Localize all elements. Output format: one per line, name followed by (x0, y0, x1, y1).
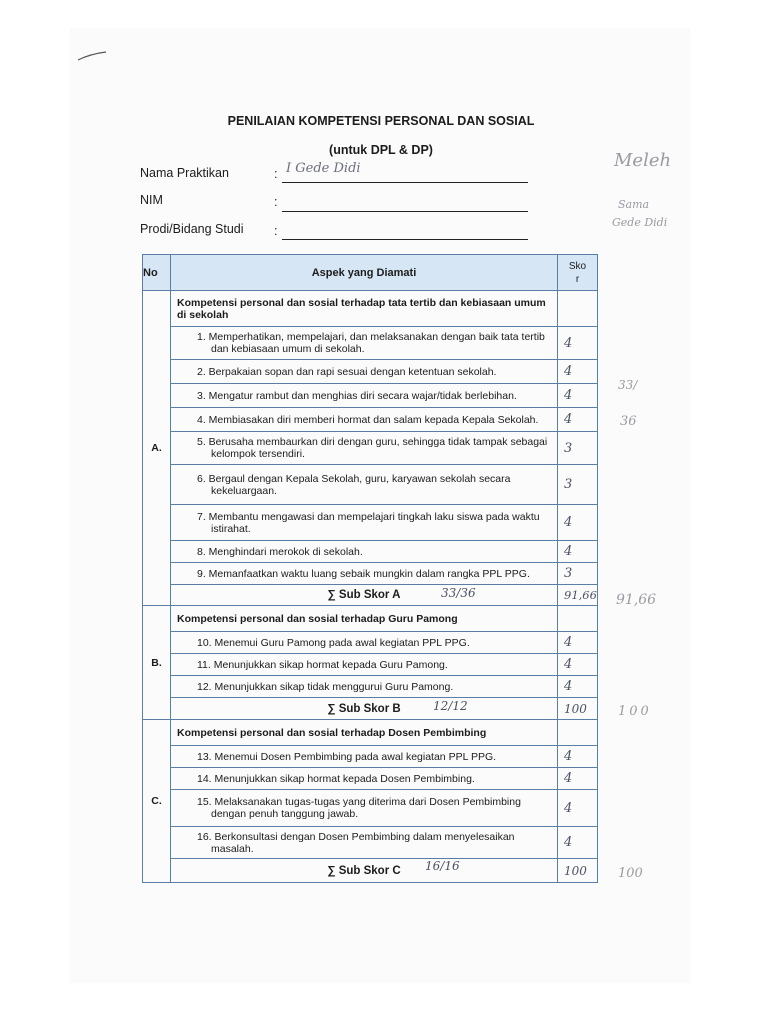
table-row (143, 465, 598, 505)
margin-note: 91,66 (616, 592, 657, 608)
margin-note: 36 (620, 414, 637, 429)
table-row (143, 676, 598, 698)
section-c-heading-score (558, 720, 598, 746)
table-row (143, 327, 598, 360)
table-row (143, 768, 598, 790)
item-score[interactable]: 4 (558, 541, 598, 563)
item-text: 8. Menghindari merokok di sekolah. (171, 541, 558, 563)
table-row (143, 384, 598, 408)
subtotal-cell-b (171, 698, 558, 720)
section-a-heading-score (558, 291, 598, 327)
section-b-heading: Kompetensi personal dan sosial terhadap Guru Pamong (171, 606, 558, 632)
assessment-table (142, 254, 598, 883)
item-text: 6. Bergaul dengan Kepala Sekolah, guru, karyawan sekolah secara kekeluargaan. (171, 465, 558, 505)
item-score[interactable]: 4 (558, 408, 598, 432)
section-a-heading: Kompetensi personal dan sosial terhadap tata tertib dan kebiasaan umum di sekolah (171, 291, 558, 327)
margin-note: Gede Didi (612, 216, 668, 229)
margin-note: 100 (618, 704, 652, 719)
item-score[interactable]: 4 (558, 327, 598, 360)
item-score[interactable]: 4 (558, 505, 598, 541)
subtotal-label-a: ∑ Sub Skor A (327, 589, 401, 601)
item-text: 13. Menemui Dosen Pembimbing pada awal kegiatan PPL PPG. (171, 746, 558, 768)
table-row (143, 541, 598, 563)
subtotal-fraction-c: 16/16 (425, 859, 460, 873)
item-score[interactable]: 4 (558, 768, 598, 790)
header-skor: Sko r (558, 255, 598, 291)
margin-note: 33/ (618, 378, 638, 392)
subtotal-score-b[interactable]: 100 (558, 698, 598, 720)
subtotal-fraction-b: 12/12 (433, 699, 468, 713)
table-row (143, 654, 598, 676)
section-c-heading-row (143, 720, 598, 746)
item-score[interactable]: 4 (558, 632, 598, 654)
table-row (143, 432, 598, 465)
header-no: No (143, 255, 171, 291)
item-text: 3. Mengatur rambut dan menghias diri secara wajar/tidak berlebihan. (171, 384, 558, 408)
subtotal-label-c: ∑ Sub Skor C (327, 864, 401, 877)
item-score[interactable]: 4 (558, 746, 598, 768)
item-text: 16. Berkonsultasi dengan Dosen Pembimbing dalam menyelesaikan masalah. (171, 827, 558, 859)
margin-note: Meleh (614, 150, 672, 171)
table-row (143, 408, 598, 432)
item-text: 14. Menunjukkan sikap hormat kepada Dosen Pembimbing. (171, 768, 558, 790)
subtotal-row-c (143, 859, 598, 883)
field-label-prodi: Prodi/Bidang Studi (140, 222, 244, 236)
section-b-heading-row (143, 606, 598, 632)
item-text: 11. Menunjukkan sikap hormat kepada Guru Pamong. (171, 654, 558, 676)
table-row (143, 790, 598, 827)
item-text: 2. Berpakaian sopan dan rapi sesuai dengan ketentuan sekolah. (171, 360, 558, 384)
table-row (143, 505, 598, 541)
item-score[interactable]: 3 (558, 432, 598, 465)
subtotal-cell-a (171, 585, 558, 606)
table-row (143, 746, 598, 768)
item-text: 12. Menunjukkan sikap tidak menggurui Guru Pamong. (171, 676, 558, 698)
subtotal-row-b (143, 698, 598, 720)
item-text: 7. Membantu mengawasi dan mempelajari tingkah laku siswa pada waktu istirahat. (171, 505, 558, 541)
item-text: 15. Melaksanakan tugas-tugas yang diterima dari Dosen Pembimbing dengan penuh tanggung jawab. (171, 790, 558, 827)
field-line-nama[interactable] (282, 182, 528, 183)
margin-note: Sama (618, 198, 650, 211)
field-line-prodi[interactable] (282, 239, 528, 240)
subtotal-fraction-a: 33/36 (441, 586, 476, 600)
item-text: 10. Menemui Guru Pamong pada awal kegiatan PPL PPG. (171, 632, 558, 654)
document-title: PENILAIAN KOMPETENSI PERSONAL DAN SOSIAL (227, 114, 535, 128)
section-c-number: C. (143, 720, 171, 883)
item-text: 9. Memanfaatkan waktu luang sebaik mungkin dalam rangka PPL PPG. (171, 563, 558, 585)
item-score[interactable]: 4 (558, 790, 598, 827)
item-score[interactable]: 4 (558, 654, 598, 676)
section-b-number: B. (143, 606, 171, 720)
field-label-nama: Nama Praktikan (140, 166, 229, 180)
margin-note: 100 (618, 866, 643, 881)
section-a-number: A. (143, 291, 171, 606)
field-value-nama: I Gede Didi (286, 161, 361, 176)
subtotal-row-a (143, 585, 598, 606)
item-score[interactable]: 3 (558, 465, 598, 505)
table-row (143, 827, 598, 859)
item-score[interactable]: 4 (558, 676, 598, 698)
field-colon-prodi: : (274, 224, 278, 238)
section-b-heading-score (558, 606, 598, 632)
section-a-heading-row (143, 291, 598, 327)
table-row (143, 632, 598, 654)
item-text: 4. Membiasakan diri memberi hormat dan salam kepada Kepala Sekolah. (171, 408, 558, 432)
table-row (143, 360, 598, 384)
subtotal-score-c[interactable]: 100 (558, 859, 598, 883)
subtotal-cell-c (171, 859, 558, 883)
item-score[interactable]: 4 (558, 360, 598, 384)
item-score[interactable]: 4 (558, 827, 598, 859)
field-label-nim: NIM (140, 193, 163, 207)
pen-mark (76, 46, 110, 64)
field-colon-nama: : (274, 167, 278, 181)
document-subtitle: (untuk DPL & DP) (329, 143, 433, 157)
section-c-heading: Kompetensi personal dan sosial terhadap Dosen Pembimbing (171, 720, 558, 746)
subtotal-label-b: ∑ Sub Skor B (327, 702, 401, 715)
table-header-row (143, 255, 598, 291)
field-colon-nim: : (274, 195, 278, 209)
item-text: 5. Berusaha membaurkan diri dengan guru, sehingga tidak tampak sebagai kelompok tersendiri. (171, 432, 558, 465)
item-text: 1. Memperhatikan, mempelajari, dan melaksanakan dengan baik tata tertib dan kebiasaan umum di sekolah. (171, 327, 558, 360)
subtotal-score-a[interactable]: 91,66 (558, 585, 598, 606)
field-line-nim[interactable] (282, 211, 528, 212)
header-aspek: Aspek yang Diamati (171, 255, 558, 291)
item-score[interactable]: 4 (558, 384, 598, 408)
table-row (143, 563, 598, 585)
item-score[interactable]: 3 (558, 563, 598, 585)
